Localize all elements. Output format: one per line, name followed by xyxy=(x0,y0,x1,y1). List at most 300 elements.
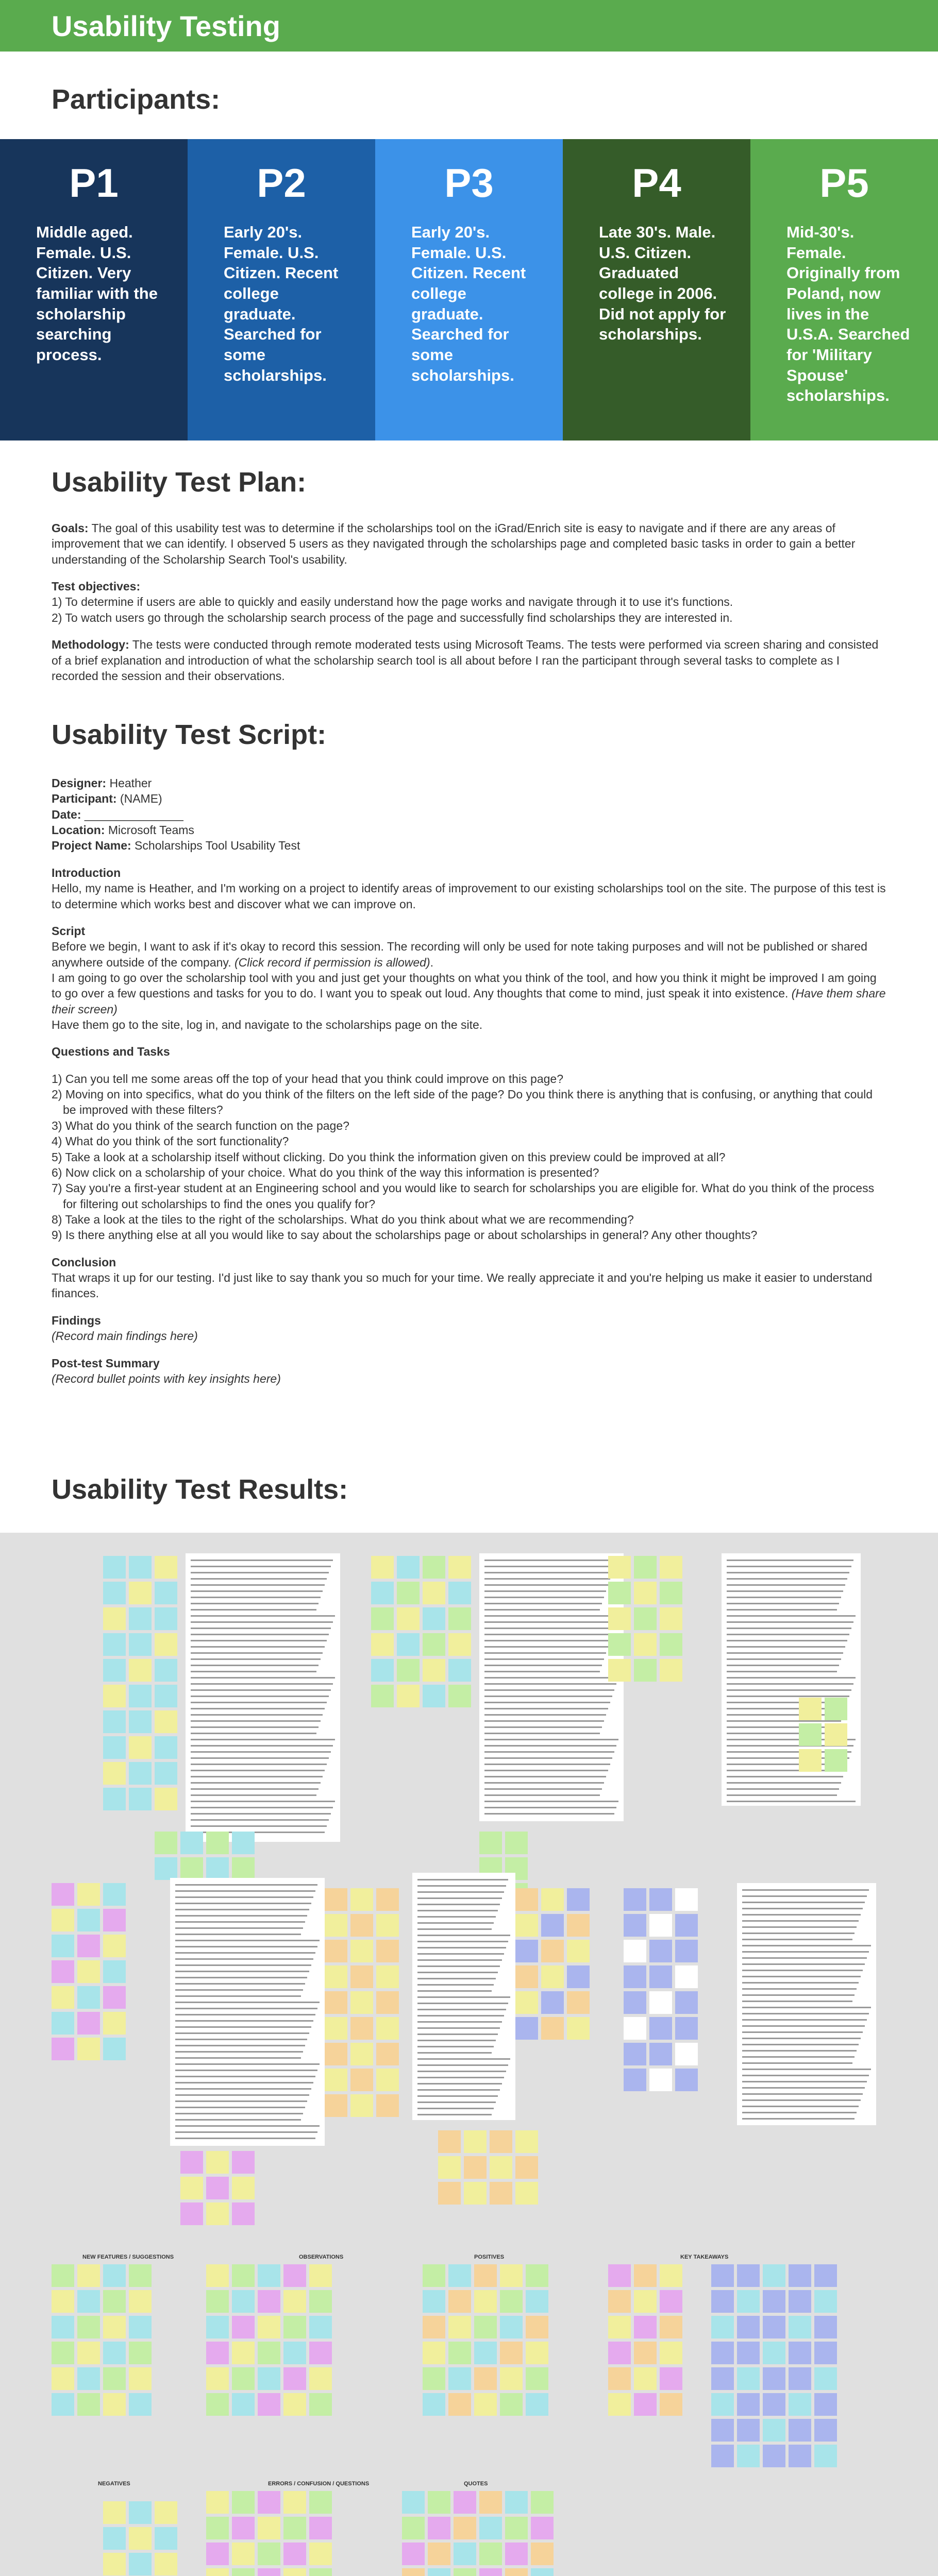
sticky-note xyxy=(77,2393,100,2416)
sticky-note xyxy=(103,1736,126,1759)
text-line xyxy=(191,1751,331,1753)
text-line xyxy=(191,1714,323,1716)
text-line xyxy=(484,1634,612,1635)
text-line xyxy=(417,2046,494,2047)
participants-row xyxy=(0,139,938,440)
text-line xyxy=(417,2114,492,2115)
sticky-note xyxy=(180,2202,203,2225)
participant-card xyxy=(375,139,563,440)
sticky-note xyxy=(634,2290,657,2313)
sticky-note xyxy=(423,2290,445,2313)
sticky-note xyxy=(155,1762,177,1785)
text-line xyxy=(484,1757,612,1759)
sticky-note xyxy=(155,1736,177,1759)
text-line xyxy=(175,2045,305,2046)
sticky-note xyxy=(77,1935,100,1957)
text-line xyxy=(175,2039,307,2040)
text-line xyxy=(191,1813,331,1815)
text-line xyxy=(742,2106,859,2107)
sticky-note xyxy=(129,2367,152,2390)
text-line xyxy=(484,1714,606,1716)
text-line xyxy=(727,1652,843,1654)
text-line xyxy=(175,2113,303,2114)
text-line xyxy=(484,1696,612,1697)
text-line xyxy=(727,1615,856,1617)
page-title: Usability Testing xyxy=(52,9,280,42)
text-line xyxy=(742,2075,869,2076)
sticky-note xyxy=(423,2264,445,2287)
sticky-note xyxy=(763,2445,785,2467)
text-line xyxy=(727,1634,849,1635)
text-line xyxy=(417,1922,494,1924)
sticky-note xyxy=(103,1909,126,1931)
sticky-note xyxy=(448,2393,471,2416)
sticky-note xyxy=(103,1659,126,1682)
sticky-note xyxy=(232,2543,255,2565)
notes-document xyxy=(479,1553,624,1821)
text-line xyxy=(727,1788,839,1790)
sticky-note xyxy=(371,1633,394,1656)
text-line xyxy=(727,1665,839,1666)
sticky-note xyxy=(675,1940,698,1962)
text-line xyxy=(484,1578,610,1580)
results-heading: Usability Test Results: xyxy=(52,1474,348,1505)
text-line xyxy=(175,2014,315,2015)
sticky-note xyxy=(448,1607,471,1630)
text-line xyxy=(191,1671,316,1672)
sticky-note xyxy=(103,2501,126,2524)
text-line xyxy=(191,1584,325,1586)
participant-id: P3 xyxy=(444,160,494,206)
sticky-note xyxy=(711,2290,734,2313)
sticky-note xyxy=(526,2316,548,2338)
sticky-note xyxy=(608,2264,631,2287)
sticky-note xyxy=(129,1607,152,1630)
sticky-note xyxy=(515,2017,538,2040)
sticky-note xyxy=(309,2393,332,2416)
text-line xyxy=(175,1884,317,1886)
sticky-note xyxy=(376,2017,399,2040)
text-line xyxy=(742,1926,857,1928)
sticky-note xyxy=(649,1914,672,1937)
text-line xyxy=(175,2070,317,2071)
sticky-note xyxy=(206,2517,229,2539)
notes-document xyxy=(737,1883,876,2125)
text-line xyxy=(175,1946,317,1947)
question-item: 5) Take a look at a scholarship itself without clicking. Do you think the information given on this preview could be improved at all? xyxy=(52,1150,726,1164)
text-line xyxy=(727,1572,849,1573)
plan-methodology: Methodology: The tests were conducted through remote moderated tests using Microsoft Teams. The tests were performed via screen sharing and consisted of a brief explanation and introduction of what the scholarship search tool is all about before I ran the participant through several tasks to complete as I recorded the session and their observations. xyxy=(52,638,879,683)
text-line xyxy=(484,1566,614,1567)
sticky-note xyxy=(660,1582,682,1604)
participant-id: P4 xyxy=(632,160,681,206)
text-line xyxy=(727,1621,853,1623)
text-line xyxy=(484,1628,614,1629)
sticky-note xyxy=(129,2501,152,2524)
summary-placeholder: (Record bullet points with key insights here) xyxy=(52,1371,281,1385)
text-line xyxy=(191,1578,327,1580)
sticky-note xyxy=(77,2012,100,2035)
text-line xyxy=(417,1916,496,1918)
sticky-note xyxy=(103,2342,126,2364)
sticky-note xyxy=(155,2553,177,2575)
sticky-note xyxy=(660,2264,682,2287)
plan-goals: Goals: The goal of this usability test was to determine if the scholarships tool on the iGrad/Enrich site is easy to navigate and if there are any areas of improvement that we can identify. I observed 5 users as they navigated through the scholarships page and completed basic tasks in order to gain a better understanding of the Scholarship Search Tool's usability. xyxy=(52,521,856,566)
sticky-note xyxy=(479,2568,502,2576)
sticky-note xyxy=(567,1940,590,1962)
sticky-note xyxy=(474,2367,497,2390)
text-line xyxy=(727,1584,845,1586)
text-line xyxy=(191,1794,316,1796)
sticky-note xyxy=(515,2182,538,2205)
sticky-note xyxy=(423,2316,445,2338)
sticky-note xyxy=(541,1965,564,1988)
sticky-note xyxy=(155,1607,177,1630)
text-line xyxy=(175,1977,307,1978)
sticky-note xyxy=(232,1857,255,1880)
sticky-note xyxy=(541,2017,564,2040)
sticky-note xyxy=(649,1940,672,1962)
text-line xyxy=(175,2100,307,2102)
sticky-note xyxy=(52,2316,74,2338)
text-line xyxy=(175,2026,311,2028)
sticky-note xyxy=(567,1991,590,2014)
text-line xyxy=(727,1794,837,1796)
sticky-note xyxy=(402,2491,425,2514)
script-intro-label: Introduction xyxy=(52,866,121,879)
text-line xyxy=(417,1891,504,1893)
sticky-note xyxy=(129,2527,152,2550)
sticky-note xyxy=(789,2290,811,2313)
sticky-note xyxy=(634,1556,657,1579)
sticky-note xyxy=(737,2419,760,2442)
sticky-note xyxy=(232,2491,255,2514)
text-line xyxy=(417,2040,496,2041)
sticky-note xyxy=(660,1633,682,1656)
sticky-note xyxy=(309,2568,332,2576)
text-line xyxy=(742,2007,871,2008)
text-line xyxy=(484,1677,618,1679)
text-line xyxy=(484,1646,608,1648)
findings-placeholder: (Record main findings here) xyxy=(52,1329,198,1343)
board-section-label: POSITIVES xyxy=(474,2254,505,2260)
sticky-note xyxy=(454,2543,476,2565)
text-line xyxy=(742,1963,865,1965)
sticky-note xyxy=(129,1556,152,1579)
sticky-note xyxy=(180,1832,203,1854)
sticky-note xyxy=(283,2316,306,2338)
text-line xyxy=(417,2021,502,2023)
sticky-note xyxy=(258,2491,280,2514)
conclusion-label: Conclusion xyxy=(52,1255,116,1269)
sticky-note xyxy=(490,2182,512,2205)
text-line xyxy=(484,1615,618,1617)
sticky-note xyxy=(608,1582,631,1604)
sticky-note xyxy=(675,2069,698,2091)
sticky-note xyxy=(52,2038,74,2060)
sticky-note xyxy=(608,1633,631,1656)
sticky-note xyxy=(814,2367,837,2390)
sticky-note xyxy=(232,2367,255,2390)
text-line xyxy=(417,1941,508,1942)
sticky-note xyxy=(103,2527,126,2550)
sticky-note xyxy=(371,1607,394,1630)
script-intro: Hello, my name is Heather, and I'm working on a project to identify areas of improvement to our existing scholarships tool on the site. The purpose of this test is to determine which works best and discover what we can improve on. xyxy=(52,882,886,911)
text-line xyxy=(175,2020,313,2022)
question-item: 2) Moving on into specifics, what do you think of the filters on the left side of the page? Do you think there is anything that is confusing, or anything that could be improved with these filters? xyxy=(52,1088,873,1117)
sticky-note xyxy=(206,2151,229,2174)
text-line xyxy=(191,1770,325,1771)
text-line xyxy=(417,1904,500,1905)
sticky-note xyxy=(737,2290,760,2313)
sticky-note xyxy=(649,1991,672,2014)
sticky-note xyxy=(103,1582,126,1604)
text-line xyxy=(417,2027,500,2029)
question-item: 8) Take a look at the tiles to the right of the scholarships. What do you think about what we are recommending? xyxy=(52,1212,634,1226)
sticky-note xyxy=(103,1685,126,1707)
sticky-note xyxy=(258,2543,280,2565)
sticky-note xyxy=(500,2264,523,2287)
text-line xyxy=(727,1603,839,1604)
sticky-note xyxy=(155,1659,177,1682)
sticky-note xyxy=(649,2043,672,2065)
sticky-note xyxy=(634,2393,657,2416)
text-line xyxy=(417,1885,506,1887)
text-line xyxy=(417,1972,498,1973)
sticky-note xyxy=(103,1710,126,1733)
text-line xyxy=(175,2076,315,2077)
sticky-note xyxy=(423,1607,445,1630)
participants-heading: Participants: xyxy=(52,84,221,115)
sticky-note xyxy=(155,1832,177,1854)
sticky-note xyxy=(448,2290,471,2313)
sticky-note xyxy=(129,1736,152,1759)
text-line xyxy=(727,1782,841,1784)
board-section-label: NEGATIVES xyxy=(98,2481,130,2487)
text-line xyxy=(191,1801,335,1802)
participant-card xyxy=(0,139,188,440)
sticky-note xyxy=(397,1556,420,1579)
script-heading: Usability Test Script: xyxy=(52,719,327,750)
sticky-note xyxy=(649,2069,672,2091)
sticky-note xyxy=(763,2367,785,2390)
sticky-note xyxy=(129,1659,152,1682)
text-line xyxy=(727,1578,847,1580)
question-item: 6) Now click on a scholarship of your choice. What do you think of the way this information is presented? xyxy=(52,1165,599,1179)
text-line xyxy=(727,1683,853,1685)
sticky-note xyxy=(526,2342,548,2364)
sticky-note xyxy=(624,1991,646,2014)
sticky-note xyxy=(454,2517,476,2539)
text-line xyxy=(742,1902,865,1903)
text-line xyxy=(191,1652,323,1654)
sticky-note xyxy=(464,2130,487,2153)
script-paragraph: I am going to go over the scholarship tool with you and just get your thoughts on what you think of the tool, and how you think it might be improved I am going to go over a few questions and tasks for you to do. I want you to speak out loud. Any thoughts that come to mind, just speak it into existence. (Have them share their screen) xyxy=(52,971,886,1016)
text-line xyxy=(727,1597,841,1598)
sticky-note xyxy=(258,2342,280,2364)
sticky-note xyxy=(675,2017,698,2040)
text-line xyxy=(484,1807,616,1808)
sticky-note xyxy=(371,1582,394,1604)
sticky-note xyxy=(129,2316,152,2338)
sticky-note xyxy=(232,2342,255,2364)
sticky-note xyxy=(325,2069,347,2091)
sticky-note xyxy=(103,2264,126,2287)
sticky-note xyxy=(309,2316,332,2338)
text-line xyxy=(191,1739,335,1740)
text-line xyxy=(417,2083,502,2084)
text-line xyxy=(484,1603,602,1604)
script-designer: Designer: Heather xyxy=(52,776,152,790)
sticky-note xyxy=(531,2543,554,2565)
sticky-note xyxy=(232,2316,255,2338)
sticky-note xyxy=(515,2156,538,2179)
sticky-note xyxy=(350,1940,373,1962)
sticky-note xyxy=(376,1965,399,1988)
participant-description: Mid-30's. Female. Originally from Poland, now lives in the U.S.A. Searched for 'Military Spouse' scholarships. xyxy=(786,223,910,405)
sticky-note xyxy=(397,1659,420,1682)
sticky-note xyxy=(77,1883,100,1906)
sticky-note xyxy=(371,1685,394,1707)
sticky-note xyxy=(464,2156,487,2179)
text-line xyxy=(742,2056,855,2058)
text-line xyxy=(175,1964,311,1966)
sticky-note xyxy=(206,2342,229,2364)
plan-objectives-label: Test objectives: xyxy=(52,580,141,594)
text-line xyxy=(175,2032,309,2034)
text-line xyxy=(484,1702,610,1703)
sticky-note xyxy=(180,2177,203,2199)
question-item: 7) Say you're a first-year student at an Engineering school and you would like to search for scholarships you are eligible for. What do you think of the process for filtering out scholarships to find the ones you qualify for? xyxy=(52,1181,875,1211)
text-line xyxy=(742,2099,861,2101)
sticky-note xyxy=(608,1659,631,1682)
participant-description: Early 20's. Female. U.S. Citizen. Recent college graduate. Searched for some scholarships. xyxy=(224,223,339,384)
text-line xyxy=(484,1640,610,1641)
text-line xyxy=(175,2057,301,2059)
text-line xyxy=(191,1745,333,1747)
sticky-note xyxy=(129,2342,152,2364)
sticky-note xyxy=(52,2264,74,2287)
sticky-note xyxy=(608,1607,631,1630)
script-paragraph: Before we begin, I want to ask if it's okay to record this session. The recording will only be used for note taking purposes and will not be published or shared anywhere outside of the company. (Click record if permission is allowed). xyxy=(52,940,867,969)
sticky-note xyxy=(376,1940,399,1962)
sticky-note xyxy=(52,1986,74,2009)
sticky-note xyxy=(474,2316,497,2338)
text-line xyxy=(742,1982,859,1984)
sticky-note xyxy=(129,1762,152,1785)
text-line xyxy=(175,2125,320,2127)
sticky-note xyxy=(325,1940,347,1962)
text-line xyxy=(484,1788,602,1790)
sticky-note xyxy=(77,2038,100,2060)
text-line xyxy=(417,2108,494,2109)
sticky-note xyxy=(814,2264,837,2287)
text-line xyxy=(727,1609,837,1611)
sticky-note xyxy=(52,2342,74,2364)
text-line xyxy=(191,1757,329,1759)
sticky-note xyxy=(711,2419,734,2442)
text-line xyxy=(191,1764,327,1765)
sticky-note xyxy=(129,2393,152,2416)
text-line xyxy=(175,1909,309,1910)
sticky-note xyxy=(608,2342,631,2364)
sticky-note xyxy=(660,2367,682,2390)
text-line xyxy=(417,2058,510,2060)
sticky-note xyxy=(763,2393,785,2416)
sticky-note xyxy=(283,2517,306,2539)
sticky-note xyxy=(103,2290,126,2313)
sticky-note xyxy=(206,2491,229,2514)
sticky-note xyxy=(77,1960,100,1983)
sticky-note xyxy=(397,1685,420,1707)
sticky-note xyxy=(448,1633,471,1656)
sticky-note xyxy=(206,2543,229,2565)
text-line xyxy=(191,1609,316,1611)
questions-label: Questions and Tasks xyxy=(52,1045,170,1059)
sticky-note xyxy=(258,2316,280,2338)
sticky-note xyxy=(634,1582,657,1604)
sticky-note xyxy=(309,2342,332,2364)
board-section-label: KEY TAKEAWAYS xyxy=(680,2254,729,2260)
text-line xyxy=(742,1920,859,1922)
sticky-note xyxy=(423,1633,445,1656)
sticky-note xyxy=(479,1832,502,1854)
sticky-note xyxy=(155,1633,177,1656)
text-line xyxy=(175,1934,301,1935)
sticky-note xyxy=(675,2043,698,2065)
plan-objective: 2) To watch users go through the scholarship search process of the page and successfully find scholarships they are interested in. xyxy=(52,611,733,624)
text-line xyxy=(191,1689,331,1691)
sticky-note xyxy=(155,1685,177,1707)
sticky-note xyxy=(350,2069,373,2091)
sticky-note xyxy=(309,2290,332,2313)
sticky-note xyxy=(814,2342,837,2364)
sticky-note xyxy=(309,2264,332,2287)
text-line xyxy=(417,2033,498,2035)
sticky-note xyxy=(567,2017,590,2040)
sticky-note xyxy=(397,1633,420,1656)
sticky-note xyxy=(325,1991,347,2014)
text-line xyxy=(175,2063,320,2065)
text-line xyxy=(417,1990,492,1992)
participant-card xyxy=(188,139,375,440)
sticky-note xyxy=(763,2264,785,2287)
text-line xyxy=(191,1825,327,1827)
sticky-note xyxy=(206,2393,229,2416)
sticky-note xyxy=(624,1888,646,1911)
notes-document xyxy=(186,1553,340,1842)
sticky-note xyxy=(206,2568,229,2576)
board-section-label: NEW FEATURES / SUGGESTIONS xyxy=(82,2254,174,2260)
sticky-note xyxy=(350,1991,373,2014)
text-line xyxy=(191,1621,333,1623)
sticky-note xyxy=(103,2316,126,2338)
sticky-note xyxy=(283,2491,306,2514)
sticky-note xyxy=(711,2445,734,2467)
sticky-note xyxy=(350,2017,373,2040)
sticky-note xyxy=(479,2491,502,2514)
sticky-note xyxy=(129,2264,152,2287)
question-item: 3) What do you think of the search function on the page? xyxy=(52,1118,349,1132)
sticky-note xyxy=(675,1991,698,2014)
sticky-note xyxy=(52,2367,74,2390)
sticky-note xyxy=(660,2290,682,2313)
sticky-note xyxy=(799,1698,822,1720)
sticky-note xyxy=(500,2290,523,2313)
sticky-note xyxy=(814,2393,837,2416)
sticky-note xyxy=(103,1960,126,1983)
sticky-note xyxy=(103,2553,126,2575)
